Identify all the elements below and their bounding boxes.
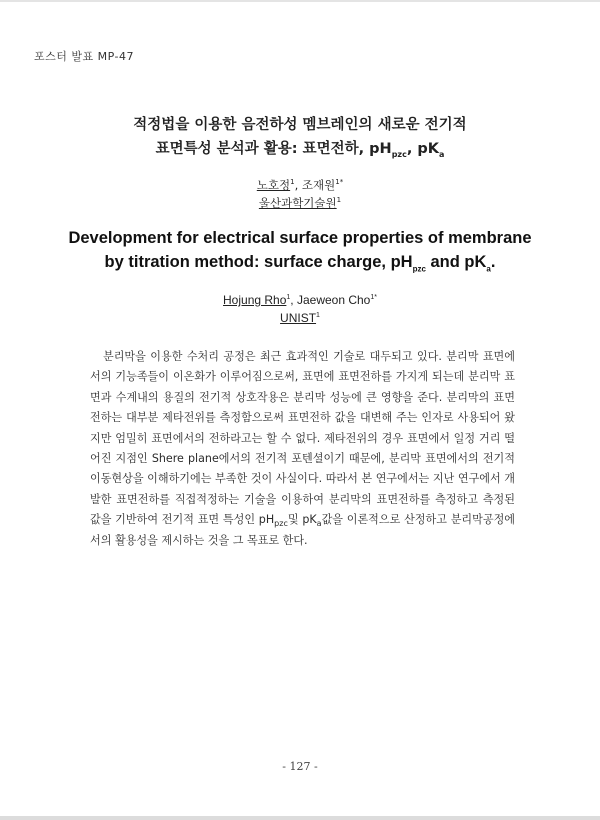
abstract-a-subscript: a bbox=[316, 519, 322, 529]
session-header: 포스터 발표 MP-47 bbox=[34, 50, 134, 63]
korean-author1: 노호정 bbox=[256, 178, 291, 192]
korean-affiliation-text: 울산과학기술원 bbox=[258, 196, 337, 210]
english-author2-sup: 1* bbox=[370, 294, 377, 301]
korean-title-line2 bbox=[0, 137, 600, 158]
abstract-pzc-subscript: pzc bbox=[274, 519, 288, 529]
english-author1: Hojung Rho bbox=[223, 293, 287, 307]
abstract-paragraph bbox=[90, 347, 515, 551]
english-title-a-subscript: a bbox=[486, 264, 491, 274]
korean-affiliation bbox=[0, 195, 600, 211]
korean-title-line2-text: 표면특성 분석과 활용: 표면전하, pH bbox=[155, 141, 392, 157]
english-title-line1: Development for electrical surface properties of membrane bbox=[68, 229, 532, 247]
korean-author2-sup: 1* bbox=[335, 178, 344, 187]
page-number: - 127 - bbox=[282, 760, 318, 773]
english-title-line2 bbox=[0, 253, 600, 272]
page-bottom-border bbox=[0, 816, 600, 820]
english-author1-sup: 1 bbox=[286, 294, 291, 301]
korean-title-line1: 적정법을 이용한 음전하성 멤브레인의 새로운 전기적 bbox=[133, 117, 467, 133]
english-title-pzc-subscript: pzc bbox=[412, 264, 426, 274]
english-affiliation-text: UNIST bbox=[280, 311, 317, 325]
korean-title-pk-text: , pK bbox=[406, 141, 439, 157]
korean-title-a-subscript: a bbox=[439, 149, 445, 159]
korean-author1-sup: 1 bbox=[290, 178, 295, 187]
english-author2: Jaeweon Cho bbox=[296, 293, 371, 307]
korean-author-separator: , bbox=[294, 178, 302, 192]
korean-author2: 조재원 bbox=[301, 178, 336, 192]
abstract-text-part2: 및 pK bbox=[287, 513, 317, 527]
english-authors bbox=[0, 293, 600, 307]
english-author-separator: , bbox=[290, 293, 297, 307]
abstract-text-part3: 값을 이론적으로 산정하고 분리막공정에서의 활용성을 제시하는 것을 그 목표로 한다. bbox=[90, 513, 515, 547]
english-affiliation-sup: 1 bbox=[316, 312, 320, 319]
korean-affiliation-sup: 1 bbox=[336, 196, 342, 205]
english-title-pk-text: and pK bbox=[425, 253, 487, 271]
english-title-line2-text: by titration method: surface charge, pH bbox=[104, 253, 413, 271]
korean-authors bbox=[0, 177, 600, 193]
page-top-border bbox=[0, 0, 600, 2]
abstract-text-part1: 분리막을 이용한 수처리 공정은 최근 효과적인 기술로 대두되고 있다. 분리막 표면에서의 기능족들이 이온화가 이루어짐으로써, 표면에 표면전하를 가지게 되는데 분리막 표면과 수계내의 용질의 전기적 상호작용은 분리막 성능에 큰 영향을 준다. 분리막의 표면전하는 대부분 제타전위를 측정함으로써 표면전하 값을 대변해 주는 인자로 사용되어 왔지만 엄밀히 표면에서의 전하라고는 할 수 없다. 제타전위의 경우 표면에서 일정 거리 떨어진 지점인 Shere plane에서의 전기적 포텐셜이기 때문에, 분리막 표면에서의 전기적 이동현상을 이해하기에는 부족한 것이 사실이다. 따라서 본 연구에서는 지난 연구에서 개발한 표면전하를 직접적정하는 기술을 이용하여 분리막의 표면전하를 측정하고 측정된 값을 기반하여 전기적 표면 특성인 pH bbox=[90, 350, 515, 527]
korean-title-pzc-subscript: pzc bbox=[391, 149, 407, 159]
english-affiliation bbox=[0, 311, 600, 325]
english-title-period: . bbox=[490, 253, 496, 271]
